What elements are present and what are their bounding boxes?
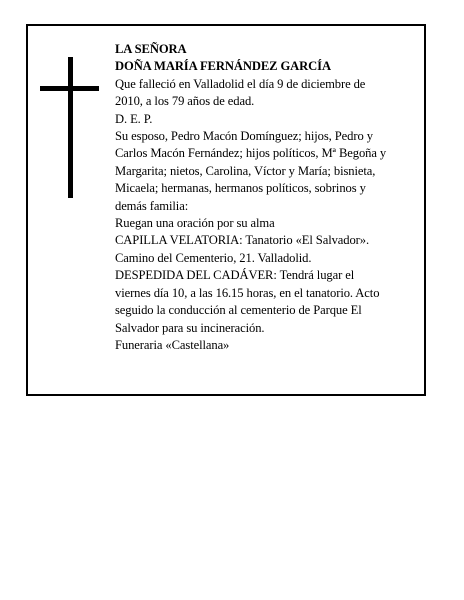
family-line-4: Micaela; hermanas, hermanos políticos, sobrinos y [115,181,366,196]
obituary-text [115,41,415,354]
family-line-1: Su esposo, Pedro Macón Domínguez; hijos, Pedro y [115,129,373,144]
death-info-line-1: Que falleció en Valladolid el día 9 de diciembre de [115,76,366,91]
death-info-line-2: 2010, a los 79 años de edad. [115,94,255,109]
family-line-3: Margarita; nietos, Carolina, Víctor y María; bisnieta, [115,163,376,178]
farewell-line-3: seguido la conducción al cementerio de Parque El [115,303,362,318]
farewell-line-4: Salvador para su incineración. [115,320,265,335]
obituary-notice [26,24,426,396]
farewell-line-1: DESPEDIDA DEL CADÁVER: Tendrá lugar el [115,268,355,283]
cross-vertical-bar [68,57,73,198]
family-line-5: demás familia: [115,198,189,213]
chapel-line-2: Camino del Cementerio, 21. Valladolid. [115,250,312,265]
obituary-title: LA SEÑORA [115,42,187,56]
chapel-line-1: CAPILLA VELATORIA: Tanatorio «El Salvador». [115,233,370,248]
cross-horizontal-bar [40,86,99,91]
prayer-request-line: Ruegan una oración por su alma [115,216,275,231]
deceased-name: DOÑA MARÍA FERNÁNDEZ GARCÍA [115,59,331,74]
family-line-2: Carlos Macón Fernández; hijos políticos, Mª Begoña y [115,146,387,161]
rip-line: D. E. P. [115,111,153,126]
funeral-home-line: Funeraria «Castellana» [115,337,230,352]
farewell-line-2: viernes día 10, a las 16.15 horas, en el tanatorio. Acto [115,285,380,300]
